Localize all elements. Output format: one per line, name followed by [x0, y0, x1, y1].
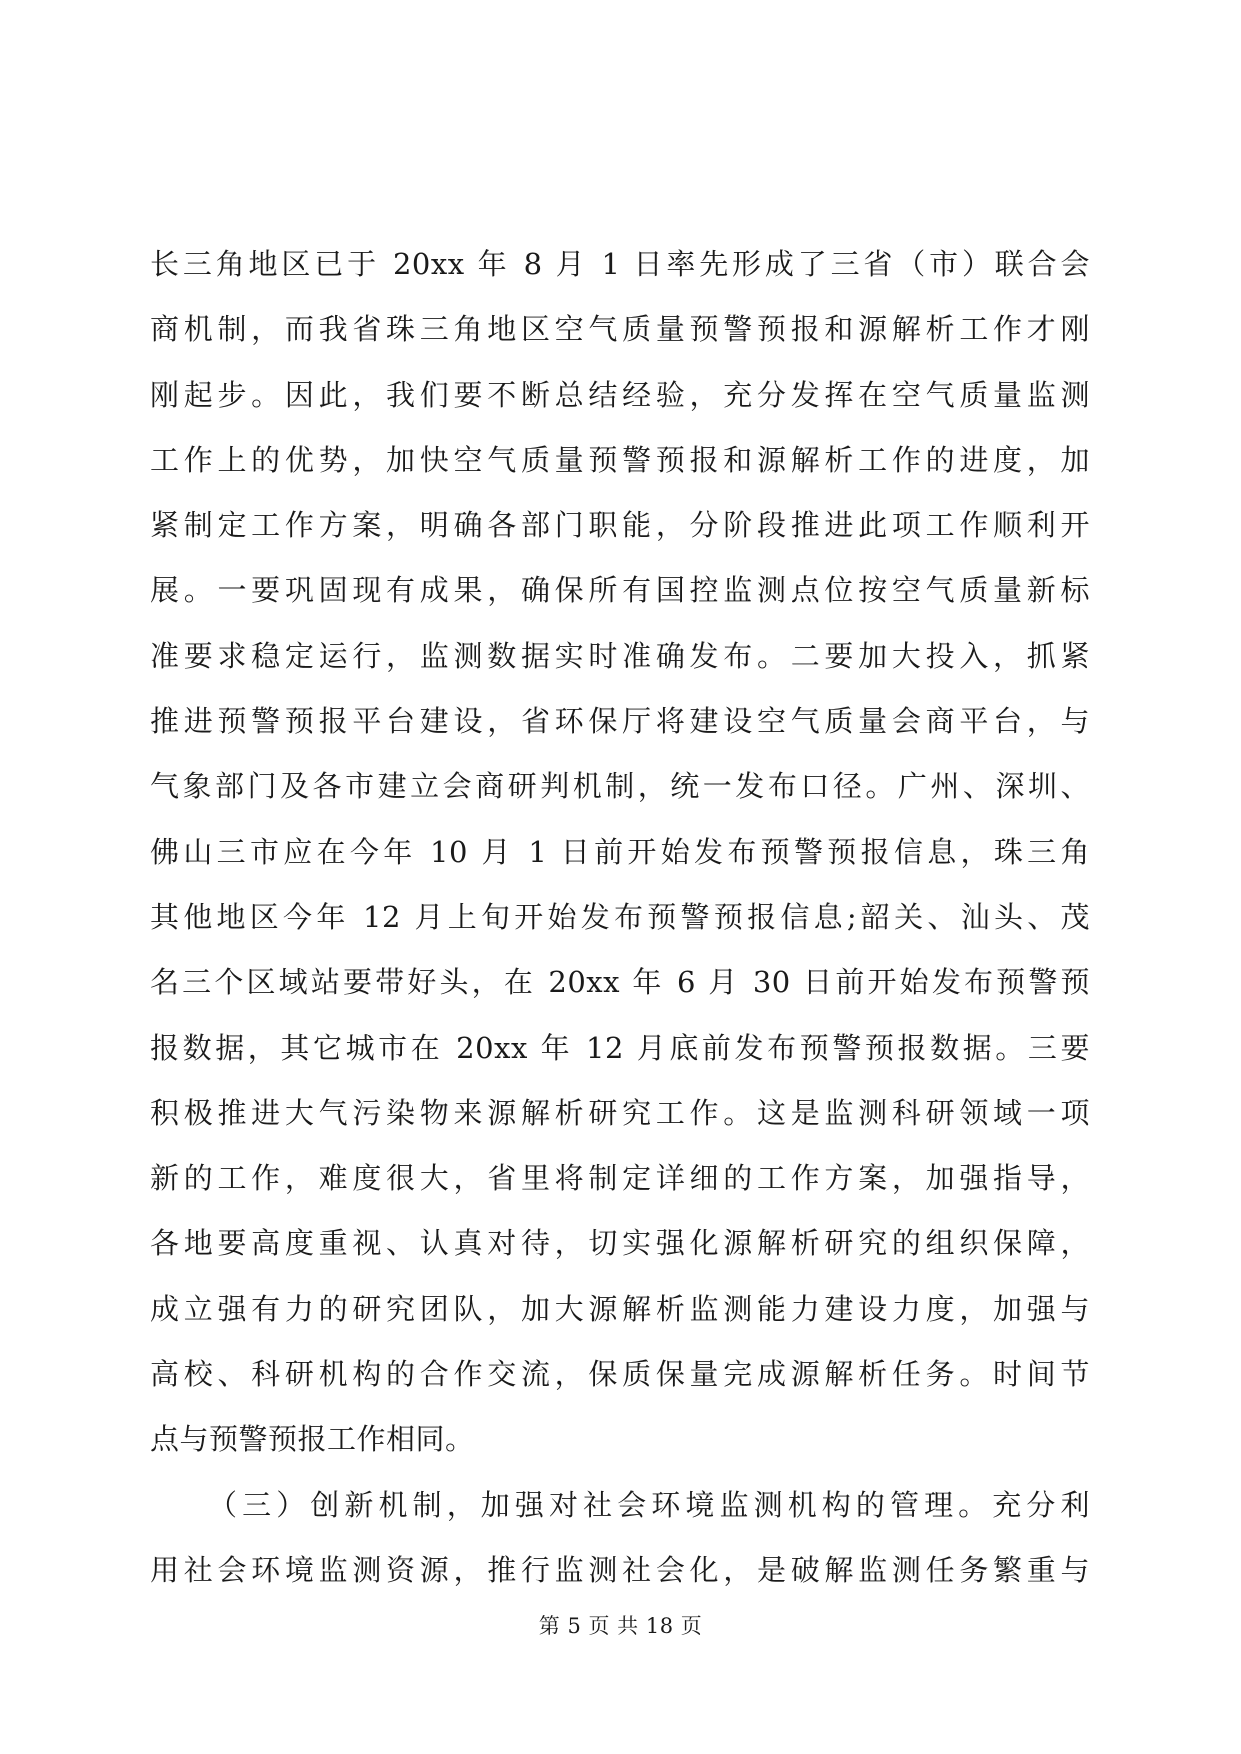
text-line: 点与预警预报工作相同。	[150, 1422, 475, 1457]
text-line: 推进预警预报平台建设，省环保厅将建设空气质量会商平台，与	[150, 704, 1090, 739]
text-line: 积极推进大气污染物来源解析研究工作。这是监测科研领域一项	[150, 1095, 1090, 1130]
text-line: 展。一要巩固现有成果，确保所有国控监测点位按空气质量新标	[150, 573, 1090, 608]
text-line: 高校、科研机构的合作交流，保质保量完成源解析任务。时间节	[150, 1357, 1090, 1392]
text-line: 刚起步。因此，我们要不断总结经验，充分发挥在空气质量监测	[150, 377, 1090, 412]
text-line: 报数据，其它城市在 20xx 年 12 月底前发布预警预报数据。三要	[150, 1030, 1090, 1065]
text-line: 气象部门及各市建立会商研判机制，统一发布口径。广州、深圳、	[150, 769, 1090, 804]
text-line: 各地要高度重视、认真对待，切实强化源解析研究的组织保障，	[150, 1226, 1090, 1261]
body-text	[150, 232, 1090, 1603]
section-heading-line: （三）创新机制，加强对社会环境监测机构的管理。充分利	[208, 1487, 1090, 1522]
text-line: 商机制，而我省珠三角地区空气质量预警预报和源解析工作才刚	[150, 312, 1090, 347]
text-line: 成立强有力的研究团队，加大源解析监测能力建设力度，加强与	[150, 1291, 1090, 1326]
text-line: 其他地区今年 12 月上旬开始发布预警预报信息;韶关、汕头、茂	[150, 899, 1090, 934]
text-line: 长三角地区已于 20xx 年 8 月 1 日率先形成了三省（市）联合会	[150, 247, 1090, 281]
text-line: 紧制定工作方案，明确各部门职能，分阶段推进此项工作顺利开	[150, 508, 1090, 543]
text-line: 佛山三市应在今年 10 月 1 日前开始发布预警预报信息，珠三角	[150, 834, 1090, 869]
text-line: 准要求稳定运行，监测数据实时准确发布。二要加大投入，抓紧	[150, 638, 1090, 673]
text-line: 用社会环境监测资源，推行监测社会化，是破解监测任务繁重与	[150, 1552, 1090, 1587]
text-line: 新的工作，难度很大，省里将制定详细的工作方案，加强指导，	[150, 1161, 1090, 1196]
page-footer: 第 5 页 共 18 页	[538, 1614, 703, 1638]
text-line: 名三个区域站要带好头，在 20xx 年 6 月 30 日前开始发布预警预	[150, 965, 1090, 1000]
text-line: 工作上的优势，加快空气质量预警预报和源解析工作的进度，加	[150, 442, 1090, 477]
